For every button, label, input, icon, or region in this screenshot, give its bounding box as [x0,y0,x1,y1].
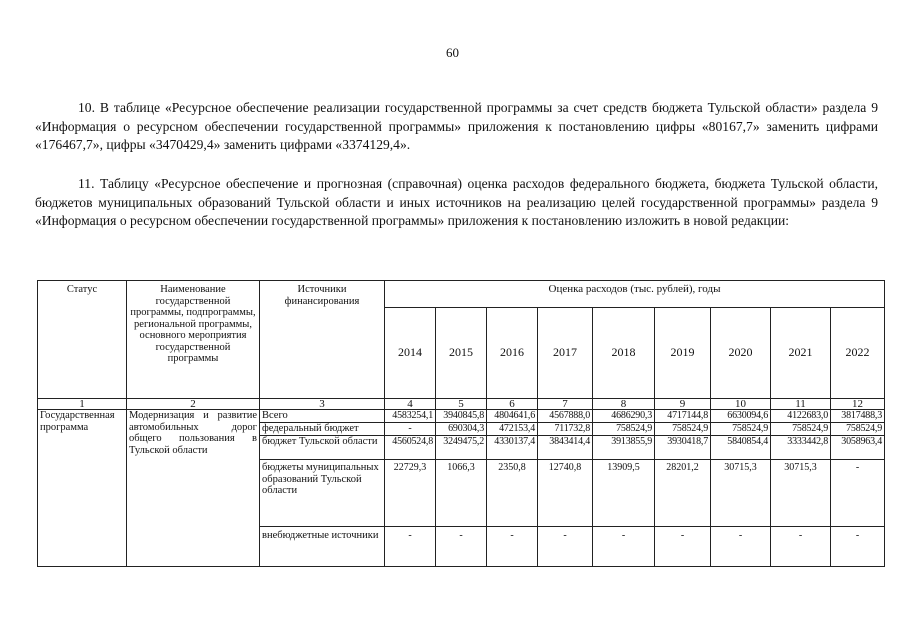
resource-table [37,280,885,567]
column-number: 11 [771,399,831,410]
value-cell: 6630094,6 [711,410,771,423]
header-row [38,281,885,308]
header-estimate: Оценка расходов (тыс. рублей), годы [385,281,885,308]
source-cell: федеральный бюджет [260,423,385,436]
value-cell: 472153,4 [487,423,538,436]
header-name: Наименование государственной программы, подпрограммы, региональной программы, основного мероприятия государственной программы [127,281,260,399]
value-cell: 30715,3 [771,460,831,527]
column-number: 4 [385,399,436,410]
value-cell: 690304,3 [436,423,487,436]
value-cell: 4567888,0 [538,410,593,423]
page-number: 60 [446,45,459,60]
column-number: 9 [655,399,711,410]
value-cell: 711732,8 [538,423,593,436]
value-cell: 3913855,9 [593,436,655,460]
value-cell: - [711,527,771,567]
column-number: 12 [831,399,885,410]
value-cell: 12740,8 [538,460,593,527]
value-cell: 22729,3 [385,460,436,527]
value-cell: - [655,527,711,567]
value-cell: - [831,527,885,567]
column-number: 5 [436,399,487,410]
value-cell: 3930418,7 [655,436,711,460]
value-cell: - [487,527,538,567]
value-cell: 758524,9 [831,423,885,436]
value-cell: 1066,3 [436,460,487,527]
value-cell: 30715,3 [711,460,771,527]
value-cell: 3817488,3 [831,410,885,423]
value-cell: 28201,2 [655,460,711,527]
value-cell: 3058963,4 [831,436,885,460]
column-number: 2 [127,399,260,410]
value-cell: 758524,9 [711,423,771,436]
column-number: 10 [711,399,771,410]
column-number: 6 [487,399,538,410]
value-cell: - [593,527,655,567]
program-name-cell: Модернизация и развитие автомобильных дорог общего пользования в Тульской области [127,410,260,567]
year-header: 2022 [831,308,885,399]
value-cell: - [385,527,436,567]
value-cell: 3843414,4 [538,436,593,460]
value-cell: - [538,527,593,567]
year-header: 2020 [711,308,771,399]
value-cell: 4804641,6 [487,410,538,423]
source-cell: Всего [260,410,385,423]
value-cell: 5840854,4 [711,436,771,460]
value-cell: - [831,460,885,527]
table-row [38,410,885,423]
status-cell: Государственная программа [38,410,127,567]
value-cell: 2350,8 [487,460,538,527]
paragraph-10: 10. В таблице «Ресурсное обеспечение реализации государственной программы за счет средств бюджета Тульской области» раздела 9 «Информация о ресурсном обеспечении государственной программы» приложения к постановлению цифры «80167,7» заменить цифрами «176467,7», цифры «3470429,4» заменить цифрами «3374129,4». [35,100,878,152]
column-number-row [38,399,885,410]
value-cell: 4122683,0 [771,410,831,423]
value-cell: 758524,9 [771,423,831,436]
value-cell: 4717144,8 [655,410,711,423]
source-cell: бюджет Тульской области [260,436,385,460]
column-number: 1 [38,399,127,410]
source-cell: бюджеты муниципальных образований Тульской области [260,460,385,527]
year-header: 2018 [593,308,655,399]
header-sources: Источники финансирования [260,281,385,399]
year-header: 2014 [385,308,436,399]
value-cell: - [771,527,831,567]
value-cell: - [385,423,436,436]
value-cell: 13909,5 [593,460,655,527]
value-cell: 758524,9 [655,423,711,436]
column-number: 3 [260,399,385,410]
paragraph-11: 11. Таблицу «Ресурсное обеспечение и прогнозная (справочная) оценка расходов федерального бюджета, бюджета Тульской области, бюджетов муниципальных образований Тульской области и иных источников на реализацию целей государственной программы» раздела 9 «Информация о ресурсном обеспечении государственной программы» приложения к постановлению изложить в новой редакции: [35,176,878,228]
column-number: 7 [538,399,593,410]
value-cell: 4560524,8 [385,436,436,460]
year-header: 2019 [655,308,711,399]
value-cell: 758524,9 [593,423,655,436]
value-cell: - [436,527,487,567]
value-cell: 3940845,8 [436,410,487,423]
year-header: 2021 [771,308,831,399]
year-header: 2016 [487,308,538,399]
column-number: 8 [593,399,655,410]
value-cell: 3333442,8 [771,436,831,460]
year-header: 2015 [436,308,487,399]
year-header: 2017 [538,308,593,399]
source-cell: внебюджетные источники [260,527,385,567]
value-cell: 4583254,1 [385,410,436,423]
value-cell: 3249475,2 [436,436,487,460]
header-status: Статус [38,281,127,399]
value-cell: 4686290,3 [593,410,655,423]
value-cell: 4330137,4 [487,436,538,460]
